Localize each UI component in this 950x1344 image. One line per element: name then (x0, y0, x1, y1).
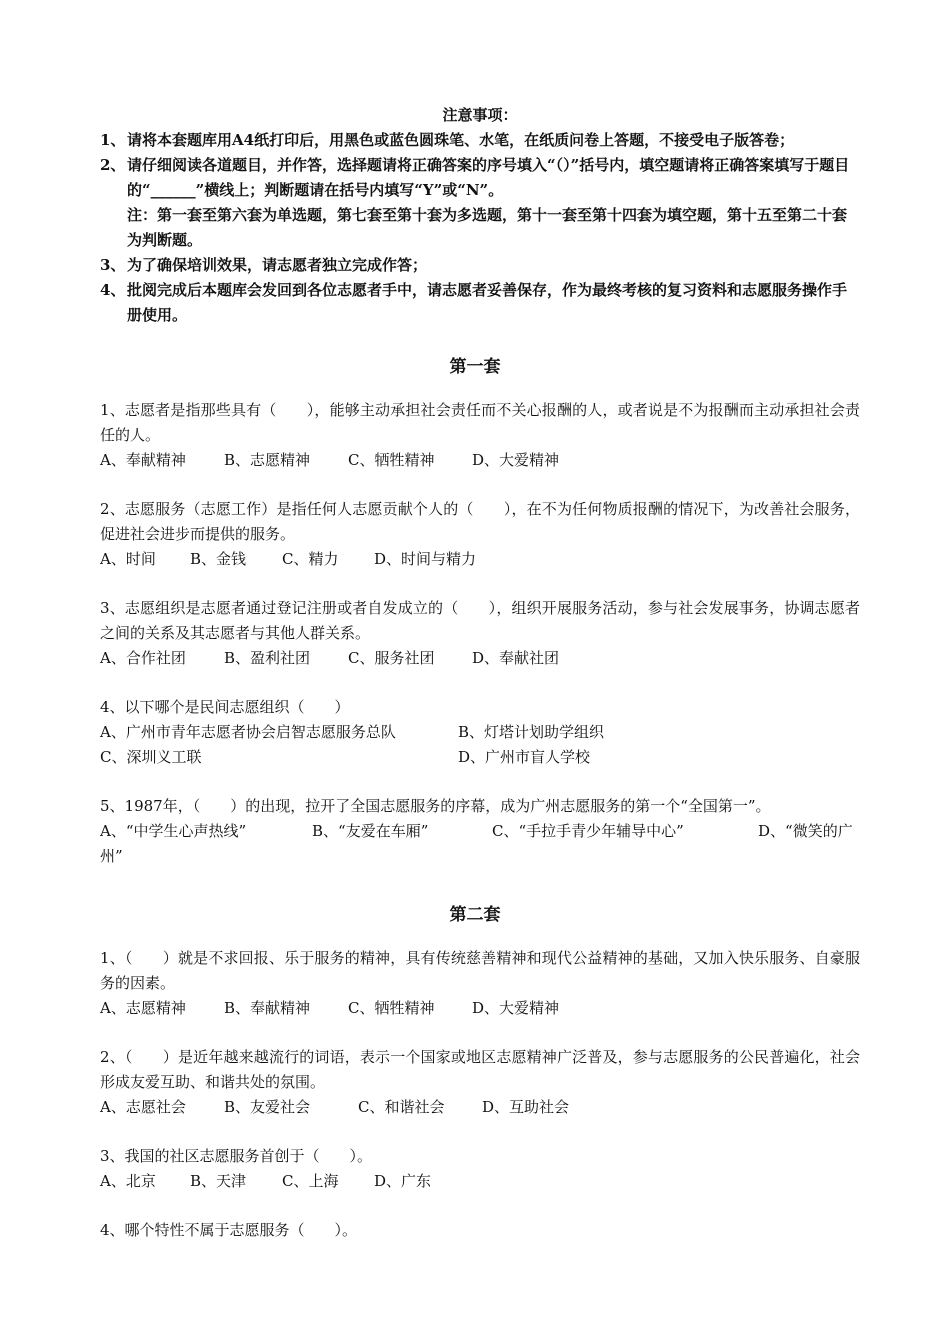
option: A、志愿社会 (100, 1098, 186, 1116)
question-options (100, 646, 860, 671)
option: A、合作社团 (100, 649, 186, 667)
option: D、奉献社团 (472, 649, 560, 667)
question-options (100, 819, 860, 869)
option: B、天津 (190, 1172, 247, 1190)
option: C、精力 (282, 550, 339, 568)
question-item (100, 946, 860, 1021)
option: D、“微笑的广州” (100, 822, 853, 865)
notice-note: 注：第一套至第六套为单选题，第七套至第十套为多选题，第十一套至第十四套为填空题，第十五至第二十套为判断题。 (127, 206, 848, 249)
notice-item-number: 2、 (100, 156, 126, 174)
question-text: 4、以下哪个是民间志愿组织（ ） (100, 698, 350, 716)
notice-item-text: 请仔细阅读各道题目，并作答，选择题请将正确答案的序号填入“（）”括号内，填空题请将正确答案填写于题目的“______”横线上；判断题请在括号内填写“Y”或“N”。 (127, 156, 850, 199)
notice-item-text: 为了确保培训效果，请志愿者独立完成作答； (127, 256, 428, 274)
question-options (100, 547, 860, 572)
option: A、广州市青年志愿者协会启智志愿服务总队 (100, 723, 396, 741)
option: C、“手拉手青少年辅导中心” (492, 822, 684, 840)
option: A、志愿精神 (100, 999, 186, 1017)
option: A、时间 (100, 550, 156, 568)
notice-item-number: 3、 (100, 256, 126, 274)
option: D、广州市盲人学校 (458, 748, 591, 766)
option: B、盈利社团 (224, 649, 311, 667)
question-item (100, 695, 860, 770)
question-list-set-2 (100, 946, 860, 1267)
option: B、灯塔计划助学组织 (458, 723, 605, 741)
option: D、互助社会 (482, 1098, 570, 1116)
notice-item (100, 253, 860, 278)
option: B、“友爱在车厢” (312, 822, 429, 840)
option: B、奉献精神 (224, 999, 311, 1017)
option: B、金钱 (190, 550, 247, 568)
question-list-set-1 (100, 398, 860, 893)
notice-title: 注意事项： (442, 106, 518, 124)
question-options (100, 996, 860, 1021)
set-title-2: 第二套 (449, 905, 501, 925)
option: C、上海 (282, 1172, 339, 1190)
question-options (100, 720, 860, 770)
notice-item (100, 278, 860, 328)
set-title-1: 第一套 (449, 357, 501, 377)
question-options (100, 448, 860, 473)
option: C、深圳义工联 (100, 748, 202, 766)
option: D、广东 (374, 1172, 432, 1190)
question-options (100, 1169, 860, 1194)
question-item (100, 1144, 860, 1194)
question-item (100, 497, 860, 572)
question-options (100, 1095, 860, 1120)
option: C、牺牲精神 (348, 999, 435, 1017)
option: C、牺牲精神 (348, 451, 435, 469)
option: D、大爱精神 (472, 451, 560, 469)
option: D、时间与精力 (374, 550, 477, 568)
option: B、友爱社会 (224, 1098, 311, 1116)
question-item (100, 794, 860, 869)
notice-section (100, 102, 860, 328)
option: A、北京 (100, 1172, 156, 1190)
question-item (100, 596, 860, 671)
notice-item-text: 请将本套题库用A4纸打印后，用黑色或蓝色圆珠笔、水笔，在纸质问卷上答题，不接受电子版答卷； (127, 131, 795, 149)
notice-item (100, 128, 860, 153)
question-text: 2、志愿服务（志愿工作）是指任何人志愿贡献个人的（ ），在不为任何物质报酬的情况下，为改善社会服务，促进社会进步而提供的服务。 (100, 500, 860, 543)
option: A、奉献精神 (100, 451, 186, 469)
question-text: 1、志愿者是指那些具有（ ），能够主动承担社会责任而不关心报酬的人，或者说是不为报酬而主动承担社会责任的人。 (100, 401, 860, 444)
question-item (100, 1218, 860, 1243)
option: B、志愿精神 (224, 451, 311, 469)
question-text: 5、1987年，（ ）的出现，拉开了全国志愿服务的序幕，成为广州志愿服务的第一个“全国第一”。 (100, 797, 771, 815)
option: D、大爱精神 (472, 999, 560, 1017)
option: A、“中学生心声热线” (100, 822, 247, 840)
notice-item (100, 153, 860, 203)
question-item (100, 1045, 860, 1120)
notice-item-number: 4、 (100, 281, 126, 299)
question-text: 3、我国的社区志愿服务首创于（ ）。 (100, 1147, 373, 1165)
question-text: 4、哪个特性不属于志愿服务（ ）。 (100, 1221, 358, 1239)
option: C、服务社团 (348, 649, 435, 667)
question-item (100, 398, 860, 473)
option: C、和谐社会 (358, 1098, 445, 1116)
notice-item-number: 1、 (100, 131, 126, 149)
question-text: 3、志愿组织是志愿者通过登记注册或者自发成立的（ ），组织开展服务活动，参与社会发展事务，协调志愿者之间的关系及其志愿者与其他人群关系。 (100, 599, 860, 642)
question-text: 1、（ ）就是不求回报、乐于服务的精神，具有传统慈善精神和现代公益精神的基础，又加入快乐服务、自豪服务的因素。 (100, 949, 860, 992)
question-text: 2、（ ）是近年越来越流行的词语，表示一个国家或地区志愿精神广泛普及，参与志愿服务的公民普遍化，社会形成友爱互助、和谐共处的氛围。 (100, 1048, 860, 1091)
notice-item-text: 批阅完成后本题库会发回到各位志愿者手中，请志愿者妥善保存，作为最终考核的复习资料和志愿服务操作手册使用。 (127, 281, 848, 324)
